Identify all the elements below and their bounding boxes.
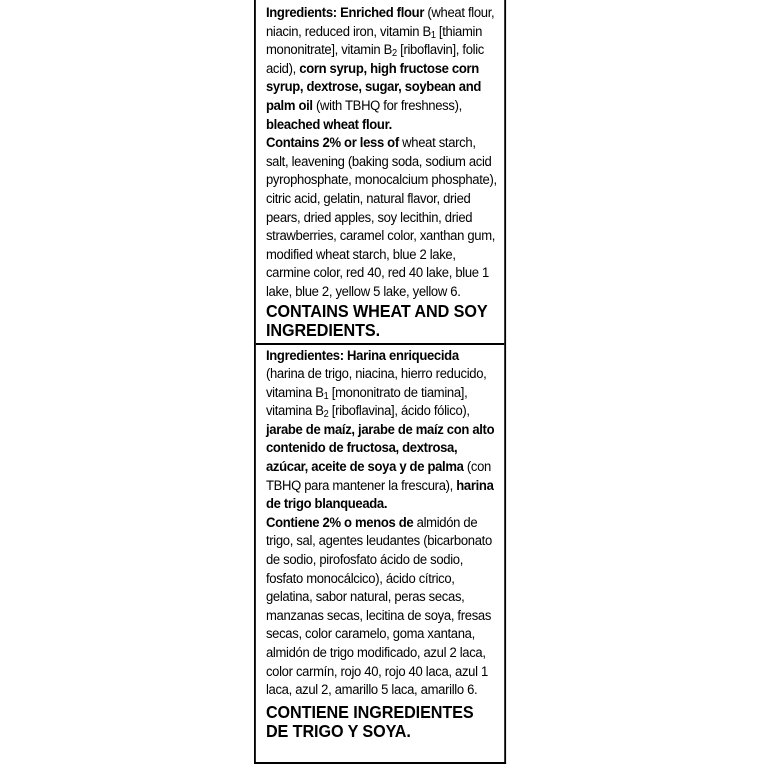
- enriched-flour-details: (harina de trigo, niacina, hierro reducido, vitamina B: [265, 366, 487, 401]
- bleached-flour-text: bleached wheat flour.: [265, 116, 392, 133]
- sweeteners-oils-text: corn syrup, high fructose corn syrup, dextrose, sugar, soybean and palm oil: [265, 60, 482, 114]
- ingredients-heading: Ingredientes:: [265, 347, 344, 364]
- subscript: 1: [323, 390, 329, 402]
- enriched-flour-details: [thiamin mononitrate], vitamin B: [265, 23, 483, 59]
- enriched-flour-text: Enriched flour: [340, 5, 425, 21]
- enriched-flour-details: [riboflavina], ácido fólico),: [331, 403, 470, 420]
- english-allergen-statement: CONTAINS WHEAT AND SOY INGREDIENTS.: [265, 300, 488, 340]
- spanish-allergen-statement: CONTIENE INGREDIENTES DE TRIGO Y SOYA.: [265, 701, 474, 741]
- ingredients-heading: Ingredients:: [265, 5, 337, 21]
- enriched-flour-details: [riboflavin], folic acid),: [265, 42, 484, 77]
- subscript: 2: [323, 409, 329, 421]
- ingredient-label-panel: [254, 0, 506, 764]
- contains-2-percent-list: wheat starch, salt, leavening (baking soda, sodium acid pyrophosphate, monocalcium phosphate), citric acid, gelatin, natural flavor, dried pears, dried apples, soy lecithin, dried strawberries, caramel color, xanthan gum, modified wheat starch, blue 2 lake, carmine color, red 40, red 40 lake, blue 1 lake, blue 2, yellow 5 lake, yellow 6.: [265, 135, 497, 300]
- spanish-ingredients-paragraph: [266, 347, 499, 700]
- contains-2-percent-list: almidón de trigo, sal, agentes leudantes (bicarbonato de sodio, pirofosfato ácido de sodio, fosfato monocálcico), ácido cítrico, gelatina, sabor natural, peras secas, manzanas secas, lecitina de soya, fresas secas, color caramelo, goma xantana, almidón de trigo modificado, azul 2 laca, color carmín, rojo 40, rojo 40 laca, azul 1 laca, azul 2, amarillo 5 laca, amarillo 6.: [265, 514, 492, 699]
- bleached-flour-text: harina de trigo blanqueada.: [265, 477, 494, 513]
- enriched-flour-text: Harina enriquecida: [347, 347, 459, 364]
- tbhq-note: (con TBHQ para mantener la frescura),: [265, 459, 491, 494]
- section-divider: [256, 343, 504, 345]
- subscript: 2: [392, 48, 397, 60]
- enriched-flour-details: [mononitrato de tiamina], vitamina B: [265, 384, 468, 420]
- tbhq-note: (with TBHQ for freshness),: [316, 97, 462, 114]
- english-ingredients-paragraph: [266, 4, 499, 302]
- contains-2-percent-heading: Contiene 2% o menos de: [265, 514, 414, 531]
- enriched-flour-details: (wheat flour, niacin, reduced iron, vitamin B: [265, 5, 495, 40]
- sweeteners-oils-text: jarabe de maíz, jarabe de maíz con alto contenido de fructosa, dextrosa, azúcar, aceite de soya y de palma: [265, 421, 495, 476]
- contains-2-percent-heading: Contains 2% or less of: [265, 135, 399, 152]
- subscript: 1: [430, 29, 436, 41]
